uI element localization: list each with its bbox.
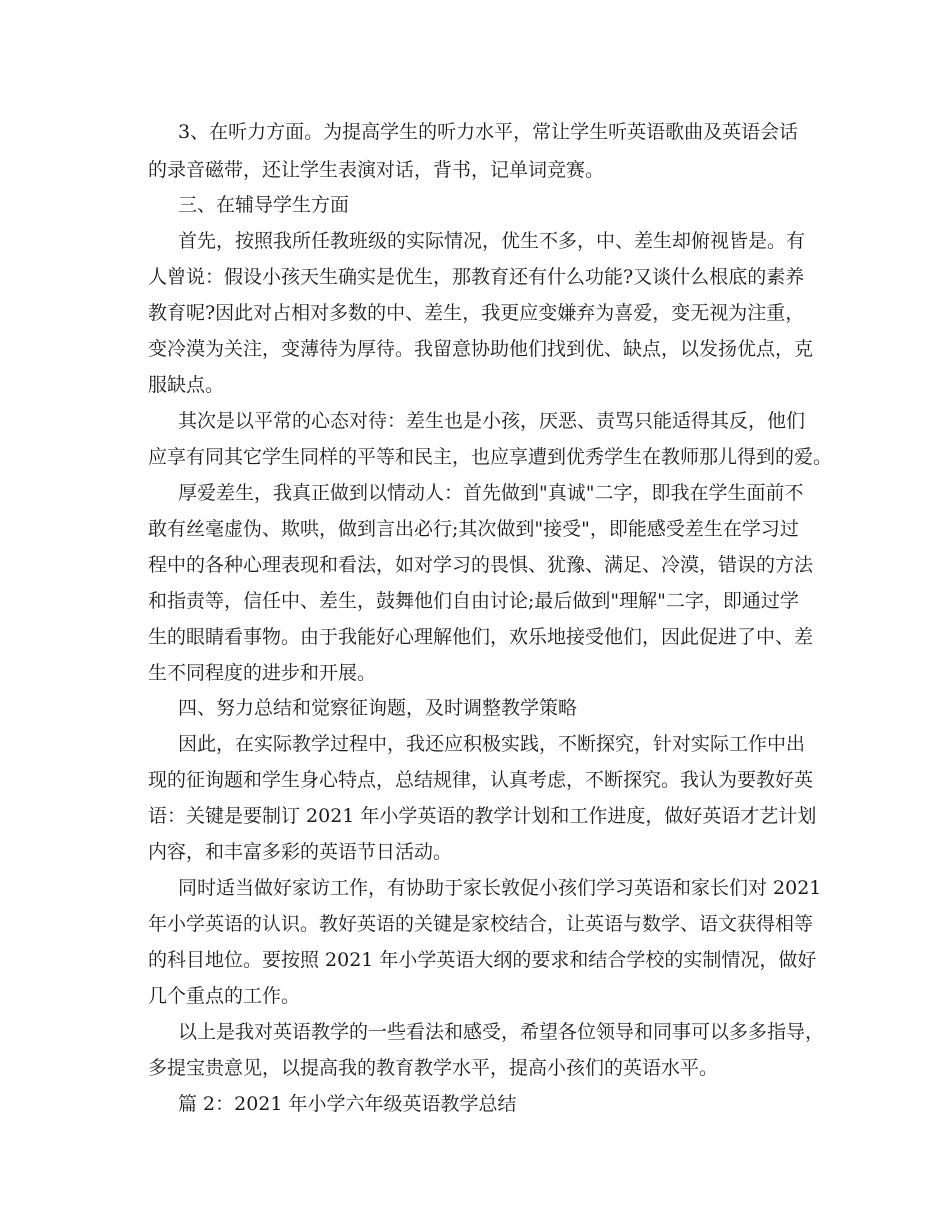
- text-line: 敢有丝毫虚伪、欺哄，做到言出必行;其次做到"接受"，即能感受差生在学习过: [148, 518, 799, 540]
- text-line: 年小学英语的认识。教好英语的关键是家校结合，让英语与数学、语文获得相等: [148, 913, 814, 935]
- text-line: 厚爱差生，我真正做到以情动人：首先做到"真诚"二字，即我在学生面前不: [178, 482, 804, 504]
- text-line: 几个重点的工作。: [148, 985, 301, 1007]
- text-line: 其次是以平常的心态对待：差生也是小孩，厌恶、责骂只能适得其反，他们: [178, 410, 806, 432]
- text-line: 变冷漠为关注，变薄待为厚待。我留意协助他们找到优、缺点，以发扬优点，克: [148, 338, 814, 360]
- text-line: 服缺点。: [148, 374, 225, 396]
- text-line: 生不同程度的进步和开展。: [148, 662, 377, 684]
- text-line: 同时适当做好家访工作，有协助于家长敦促小孩们学习英语和家长们对 2021: [178, 877, 822, 899]
- text-line: 多提宝贵意见，以提高我的教育教学水平，提高小孩们的英语水平。: [148, 1057, 719, 1079]
- section-heading: 四、努力总结和觉察征询题，及时调整教学策略: [178, 697, 578, 719]
- text-line: 因此，在实际教学过程中，我还应积极实践，不断探究，针对实际工作中出: [178, 733, 806, 755]
- text-line: 的录音磁带，还让学生表演对话，背书，记单词竞赛。: [148, 159, 605, 181]
- text-line: 现的征询题和学生身心特点，总结规律，认真考虑，不断探究。我认为要教好英: [148, 769, 814, 791]
- section-heading: 三、在辅导学生方面: [178, 194, 350, 216]
- text-line: 3、在听力方面。为提高学生的听力水平，常让学生听英语歌曲及英语会话: [178, 121, 799, 143]
- text-line: 程中的各种心理表现和看法，如对学习的畏惧、犹豫、满足、冷漠，错误的方法: [148, 554, 814, 576]
- text-line: 生的眼睛看事物。由于我能好心理解他们，欢乐地接受他们，因此促进了中、差: [148, 626, 814, 648]
- text-line: 以上是我对英语教学的一些看法和感受，希望各位领导和同事可以多多指导，: [178, 1021, 825, 1043]
- text-line: 应享有同其它学生同样的平等和民主，也应享遭到优秀学生在教师那儿得到的爱。: [148, 446, 833, 468]
- text-line: 和指责等，信任中、差生，鼓舞他们自由讨论;最后做到"理解"二字，即通过学: [148, 590, 799, 612]
- text-line: 语：关键是要制订 2021 年小学英语的教学计划和工作进度，做好英语才艺计划: [148, 805, 817, 827]
- text-line: 首先，按照我所任教班级的实际情况，优生不多，中、差生却俯视皆是。有: [178, 230, 806, 252]
- text-line: 内容，和丰富多彩的英语节日活动。: [148, 841, 453, 863]
- text-line: 人曾说：假设小孩天生确实是优生，那教育还有什么功能?又谈什么根底的素养: [148, 266, 805, 288]
- text-line: 教育呢?因此对占相对多数的中、差生，我更应变嫌弃为喜爱，变无视为注重，: [148, 302, 805, 324]
- text-line: 的科目地位。要按照 2021 年小学英语大纲的要求和结合学校的实制情况，做好: [148, 949, 817, 971]
- section-heading: 篇 2：2021 年小学六年级英语教学总结: [178, 1093, 517, 1115]
